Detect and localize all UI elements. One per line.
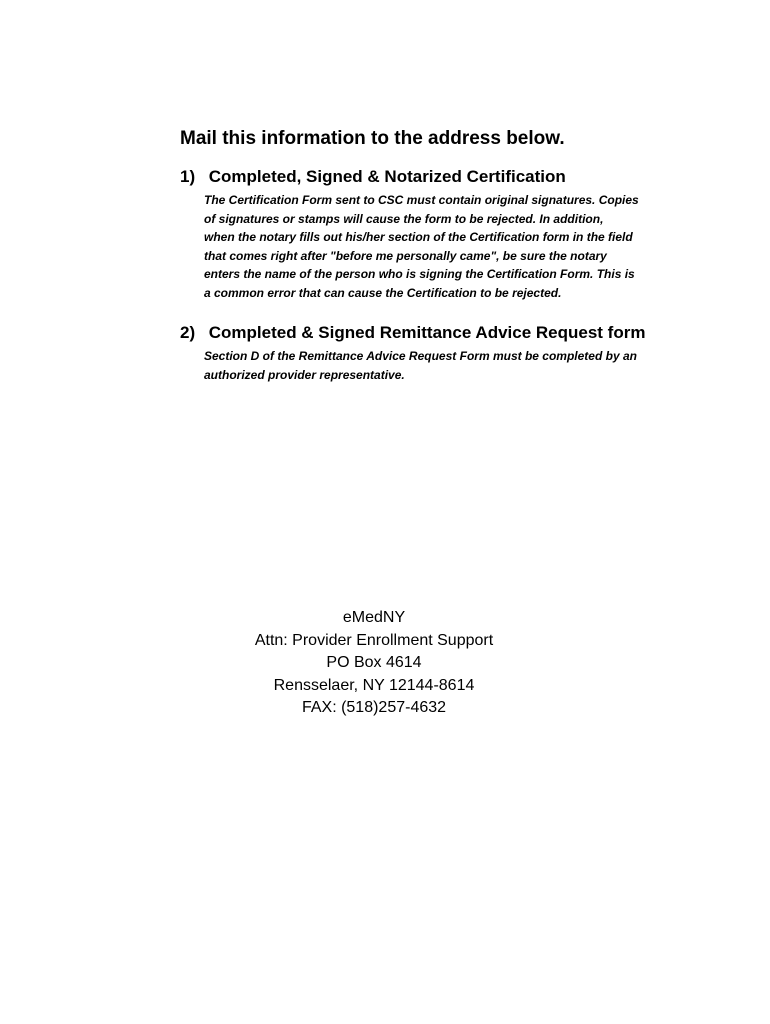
item-2-note-line: Section D of the Remittance Advice Request Form must be completed by an — [204, 349, 637, 363]
item-1-note-line: of signatures or stamps will cause the form to be rejected. In addition, — [204, 211, 604, 226]
address-attn: Attn: Provider Enrollment Support — [254, 631, 494, 649]
item-2-note — [204, 347, 694, 384]
item-1-note-line: that comes right after "before me personally came", be sure the notary — [204, 248, 607, 263]
address-po-box: PO Box 4614 — [326, 654, 422, 671]
address-city: Rensselaer, NY 12144-8614 — [273, 676, 475, 694]
page-heading: Mail this information to the address below. — [180, 128, 565, 149]
item-1-note-line: when the notary fills out his/her section of the Certification form in the field — [204, 230, 633, 244]
item-2-title — [180, 323, 645, 343]
address-name: eMedNY — [342, 609, 406, 626]
item-2-title-text: Completed & Signed Remittance Advice Request form — [208, 323, 646, 342]
address-fax: FAX: (518)257-4632 — [301, 699, 447, 716]
item-1-title — [180, 167, 566, 187]
item-1-note-line: enters the name of the person who is signing the Certification Form. This is — [204, 267, 635, 281]
item-1-note — [204, 191, 694, 302]
mailing-address — [174, 607, 574, 720]
item-1-note-line: The Certification Form sent to CSC must contain original signatures. Copies — [204, 193, 639, 207]
item-1-title-text: Completed, Signed & Notarized Certification — [208, 167, 566, 186]
item-1-number: 1) — [180, 167, 196, 186]
item-2-note-line: authorized provider representative. — [204, 367, 405, 382]
item-1-note-line: a common error that can cause the Certification to be rejected. — [204, 285, 562, 300]
item-2-number: 2) — [180, 323, 196, 342]
